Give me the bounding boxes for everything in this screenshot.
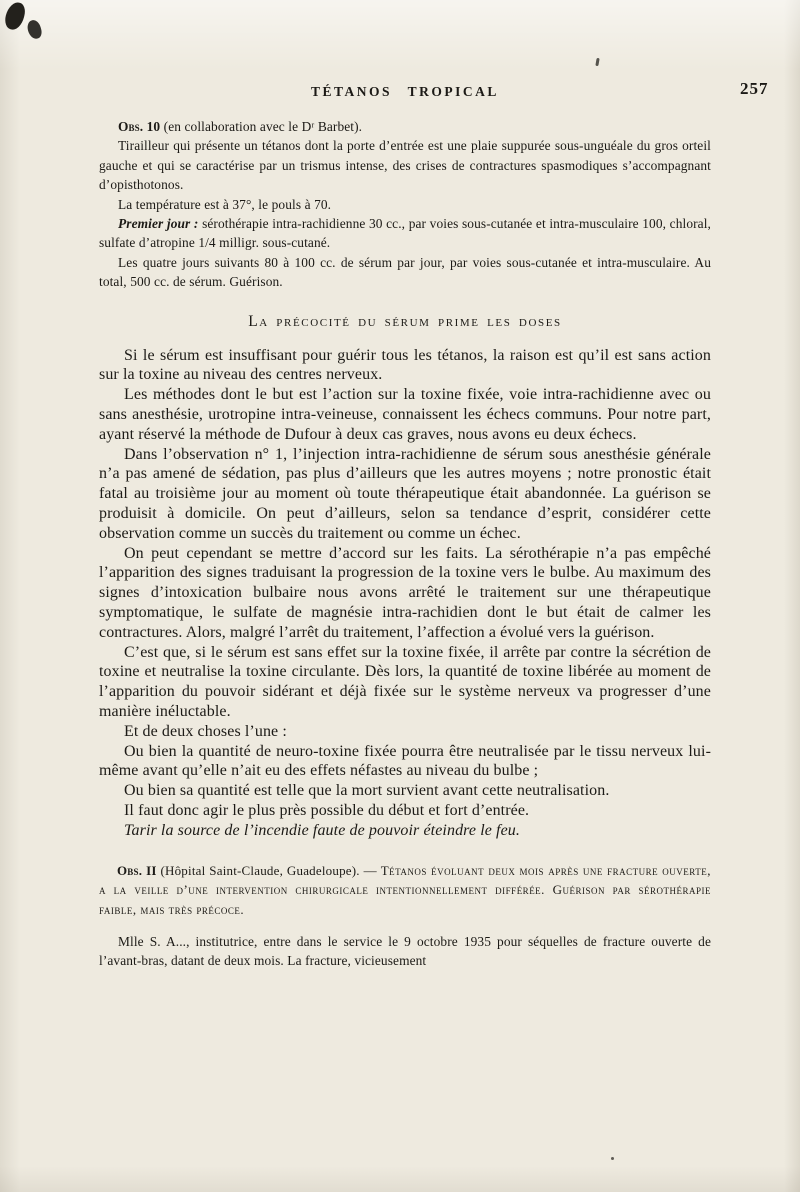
section-paragraph-7: Ou bien la quantité de neuro-toxine fixée pourra être neutralisée par le tissu nerveux lui-même avant qu’elle n’ait eu des effets néfastes au niveau du bulbe ; [99,742,711,780]
obs10-label-rest: (en collaboration avec le Dʳ Barbet). [160,119,363,134]
section-paragraph-3: Dans l’observation n° 1, l’injection intra-rachidienne de sérum sous anesthésie générale n’a pas amené de sédation, pas plus d’ailleurs que les autres moyens ; notre pronostic était fatal au troisième jour au moment où toute thérapeutique était abandonnée. La guérison se produisit à domicile. On peut d’ailleurs, selon sa tendance d’esprit, considérer cette observation comme un succès du traitement ou comme un échec. [99,445,711,542]
obs10-p3-rest: sérothérapie intra-rachidienne 30 cc., par voies sous-cutanée et intra-musculaire 100, chloral, sulfate d’atropine 1/4 milligr. sous-cutané. [99,216,711,251]
section-paragraph-8: Ou bien sa quantité est telle que la mort survient avant cette neutralisation. [124,782,610,800]
ink-speck-artifact [611,1157,614,1160]
obs11-paragraph-1: Mlle S. A..., institutrice, entre dans le service le 9 octobre 1935 pour séquelles de fracture ouverte de l’avant-bras, datant de deux mois. La fracture, vicieusement [99,933,711,969]
section-paragraph-1: Si le sérum est insuffisant pour guérir tous les tétanos, la raison est qu’il est sans action sur la toxine au niveau des centres nerveux. [99,346,711,384]
obs10-label: Obs. 10 [118,119,161,134]
obs10-paragraph-4: Les quatre jours suivants 80 à 100 cc. de sérum par jour, par voies sous-cutanée et intra-musculaire. Au total, 500 cc. de sérum. Guérison. [99,254,711,290]
section-body [99,346,711,841]
page-content [99,117,711,970]
section-paragraph-5: C’est que, si le sérum est sans effet sur la toxine fixée, il arrête par contre la sécrétion de toxine et neutralise la toxine circulante. Dès lors, la quantité de toxine libérée au moment de l’apparition du pouvoir sidérant et déjà fixée sur le système nerveux va progresser d’une manière inéluctable. [99,643,711,720]
page-number: 257 [740,79,769,98]
ink-blot-artifact [3,0,27,32]
ink-blot-artifact [26,19,44,41]
obs11-location: (Hôpital Saint-Claude, Guadeloupe). — [156,862,381,878]
obs11-label: Obs. II [117,862,157,878]
running-title: TÉTANOS TROPICAL [311,84,499,99]
section-paragraph-9: Il faut donc agir le plus près possible du début et fort d’entrée. [124,801,530,819]
obs10-p3-lead: Premier jour : [118,216,199,232]
section-paragraph-6: Et de deux choses l’une : [124,722,287,740]
obs10-paragraph-3 [99,214,711,253]
section-paragraph-10-italic: Tarir la source de l’incendie faute de pouvoir éteindre le feu. [124,821,520,839]
section-heading: La précocité du sérum prime les doses [248,312,562,330]
obs11-title-caps: Tétanos évoluant deux mois après une fracture ouverte, a la veille d’une intervention chirurgicale intentionnellement différée. Guérison par sérothérapie faible, mais très précoce. [99,862,712,918]
ink-speck-artifact [595,58,599,66]
obs11-heading [99,861,711,920]
section-paragraph-4: On peut cependant se mettre d’accord sur les faits. La sérothérapie n’a pas empêché l’apparition des signes traduisant la progression de la toxine vers le bulbe. Au maximum des signes d’intoxication bulbaire nous avons arrêté le traitement sur une thérapeutique symptomatique, le sulfate de magnésie intra-rachidien dont le but était de calmer les contractures. Alors, malgré l’arrêt du traitement, l’affection a évolué vers la guérison. [99,544,711,641]
obs10-paragraph-2: La température est à 37°, le pouls à 70. [118,196,332,212]
obs10-paragraph-1: Tirailleur qui présente un tétanos dont la porte d’entrée est une plaie suppurée sous-unguéale du gros orteil gauche et qui se caractérise par un trismus intense, des crises de contractures spasmodiques s’accompagnant d’opisthotonos. [99,138,711,193]
section-paragraph-2: Les méthodes dont le but est l’action sur la toxine fixée, voie intra-rachidienne avec ou sans anesthésie, urotropine intra-veineuse, connaissent les échecs communs. Pour notre part, ayant réservé la méthode de Dufour à deux cas graves, nous avons eu deux échecs. [99,386,711,443]
obs10-heading [99,117,711,136]
